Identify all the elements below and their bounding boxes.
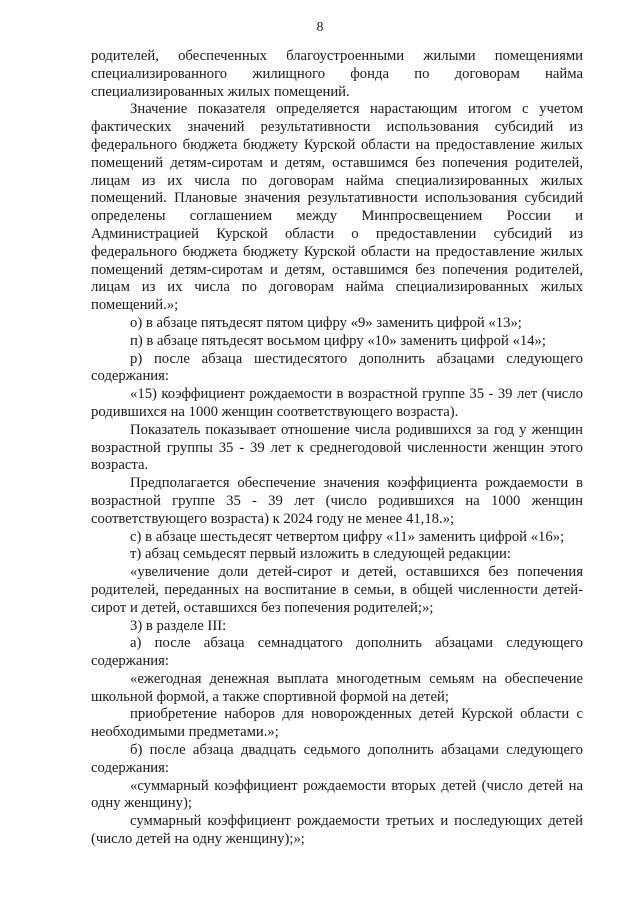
paragraph-3: о) в абзаце пятьдесят пятом цифру «9» заменить цифрой «13»; [130, 314, 522, 331]
paragraph-4: п) в абзаце пятьдесят восьмом цифру «10» заменить цифрой «14»; [130, 332, 546, 349]
document-body [91, 48, 583, 849]
paragraph-9: с) в абзаце шестьдесят четвертом цифру «11» заменить цифрой «16»; [130, 528, 565, 545]
paragraph-15: приобретение наборов для новорожденных детей Курской области с необходимыми предметами.»; [91, 706, 583, 741]
paragraph-7: Показатель показывает отношение числа родившихся за год у женщин возрастной группы 35 - 39 лет к среднегодовой численности женщин этого возраста. [91, 421, 583, 474]
paragraph-12: 3) в разделе III: [130, 617, 227, 634]
paragraph-10: т) абзац семьдесят первый изложить в следующей редакции: [130, 546, 511, 563]
page-number: 8 [316, 19, 324, 34]
paragraph-1: родителей, обеспеченных благоустроенными жилыми помещениями специализированного жилищного фонда по договорам найма специализированных жилых помещений. [91, 48, 583, 100]
paragraph-8: Предполагается обеспечение значения коэффициента рождаемости в возрастной группе 35 - 39 лет (число родившихся на 1000 женщин соответствующего возраста) к 2024 году не менее 41,18.»; [91, 475, 583, 527]
paragraph-18: суммарный коэффициент рождаемости третьих и последующих детей (число детей на одну женщину);»; [91, 813, 583, 848]
paragraph-17: «суммарный коэффициент рождаемости вторых детей (число детей на одну женщину); [91, 777, 583, 812]
paragraph-5: р) после абзаца шестидесятого дополнить абзацами следующего содержания: [91, 350, 583, 385]
paragraph-6: «15) коэффициент рождаемости в возрастной группе 35 - 39 лет (число родившихся на 1000 женщин соответствующего возраста). [91, 386, 583, 420]
paragraph-13: а) после абзаца семнадцатого дополнить абзацами следующего содержания: [91, 635, 583, 670]
paragraph-2: Значение показателя определяется нарастающим итогом с учетом фактических значений результативности использования субсидий из федерального бюджета бюджету Курской области на предоставление жилых помещений детям-сиротам и детям, оставшимся без попечения родителей, лицам из их числа по договорам найма специализированных жилых помещений. Плановые значения результативности использования субсидий определены соглашением между Минпросвещением России и Администрацией Курской области о предоставлении субсидий из федерального бюджета бюджету Курской области на предоставление жилых помещений детям-сиротам и детям, оставшимся без попечения родителей, лицам из их числа по договорам найма специализированных жилых помещений.»; [91, 101, 583, 314]
paragraph-11: «увеличение доли детей-сирот и детей, оставшихся без попечения родителей, переданных на воспитание в семьи, в общей численности детей-сирот и детей, оставшихся без попечения родителей;»; [91, 564, 583, 616]
paragraph-14: «ежегодная денежная выплата многодетным семьям на обеспечение школьной формой, а также спортивной формой на детей; [91, 670, 583, 705]
paragraph-16: б) после абзаца двадцать седьмого дополнить абзацами следующего содержания: [91, 742, 583, 776]
